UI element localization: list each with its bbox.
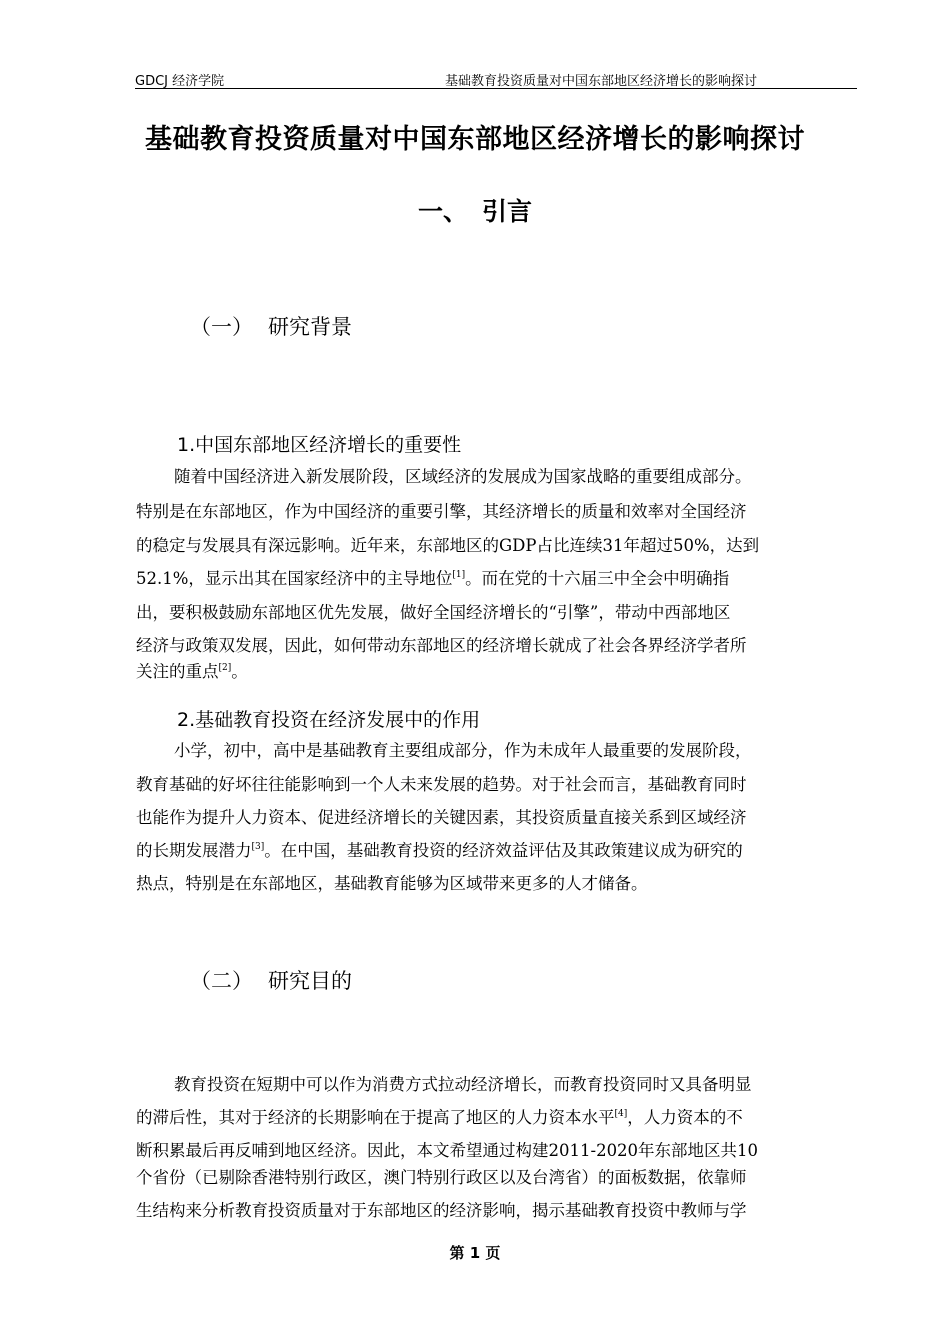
chapter-label: 引言 [482,197,533,226]
paragraph-line: 个省份（已剔除香港特别行政区，澳门特别行政区以及台湾省）的面板数据，依靠师 [136,1168,747,1187]
section-heading-background [190,311,352,341]
text-run: 。 [231,662,248,681]
page-number: 第 1 页 [449,1244,501,1262]
citation-ref: [1] [452,570,466,580]
text-run: 的长期发展潜力 [136,841,252,860]
section-label: 研究目的 [268,969,352,993]
paragraph-line: 特别是在东部地区，作为中国经济的重要引擎，其经济增长的质量和效率对全国经济 [136,502,747,521]
paragraph-line [136,569,729,589]
subheading-importance: 1.中国东部地区经济增长的重要性 [177,434,462,456]
paragraph-line: 出，要积极鼓励东部地区优先发展，做好全国经济增长的“引擎”，带动中西部地区 [136,603,731,622]
chapter-heading [0,192,950,228]
paragraph-line: 热点，特别是在东部地区，基础教育能够为区域带来更多的人才储备。 [136,874,648,893]
paper-title: 基础教育投资质量对中国东部地区经济增长的影响探讨 [145,124,805,155]
paragraph-line: 教育基础的好坏往往能影响到一个人未来发展的趋势。对于社会而言，基础教育同时 [136,775,747,794]
header-right-text: 基础教育投资质量对中国东部地区经济增长的影响探讨 [445,74,758,89]
citation-ref: [2] [218,663,232,673]
text-run: 的滞后性，其对于经济的长期影响在于提高了地区的人力资本水平 [136,1108,615,1127]
text-run: 52.1%，显示出其在国家经济中的主导地位 [136,569,453,588]
paragraph-line [136,662,248,682]
citation-ref: [4] [614,1109,628,1119]
paragraph-line: 教育投资在短期中可以作为消费方式拉动经济增长，而教育投资同时又具备明显 [174,1075,752,1094]
paragraph-line [136,1108,743,1128]
section-heading-purpose [190,965,352,995]
paragraph-line [136,841,743,861]
section-number: （二） [190,969,253,993]
paragraph-line: 小学，初中，高中是基础教育主要组成部分，作为未成年人最重要的发展阶段， [174,741,752,760]
citation-ref: [3] [251,842,265,852]
text-run: 。在中国，基础教育投资的经济效益评估及其政策建议成为研究的 [264,841,743,860]
subheading-role: 2.基础教育投资在经济发展中的作用 [177,709,481,731]
text-run: 关注的重点 [136,662,219,681]
text-run: ，人力资本的不 [627,1108,743,1127]
chapter-number: 一、 [417,197,468,226]
paragraph-line: 断积累最后再反哺到地区经济。因此，本文希望通过构建2011-2020年东部地区共10 [136,1141,759,1160]
paragraph-line: 经济与政策双发展，因此，如何带动东部地区的经济增长就成了社会各界经济学者所 [136,636,747,655]
section-number: （一） [190,315,253,339]
paragraph-line: 也能作为提升人力资本、促进经济增长的关键因素，其投资质量直接关系到区域经济 [136,808,747,827]
paragraph-line: 随着中国经济进入新发展阶段，区域经济的发展成为国家战略的重要组成部分。 [174,467,752,486]
header-left-text: GDCJ 经济学院 [135,74,225,89]
text-run: 。而在党的十六届三中全会中明确指 [465,569,730,588]
paragraph-line: 生结构来分析教育投资质量对于东部地区的经济影响，揭示基础教育投资中教师与学 [136,1201,747,1220]
section-label: 研究背景 [268,315,352,339]
paragraph-line: 的稳定与发展具有深远影响。近年来，东部地区的GDP占比连续31年超过50%，达到 [136,536,760,555]
page-header [135,66,857,89]
